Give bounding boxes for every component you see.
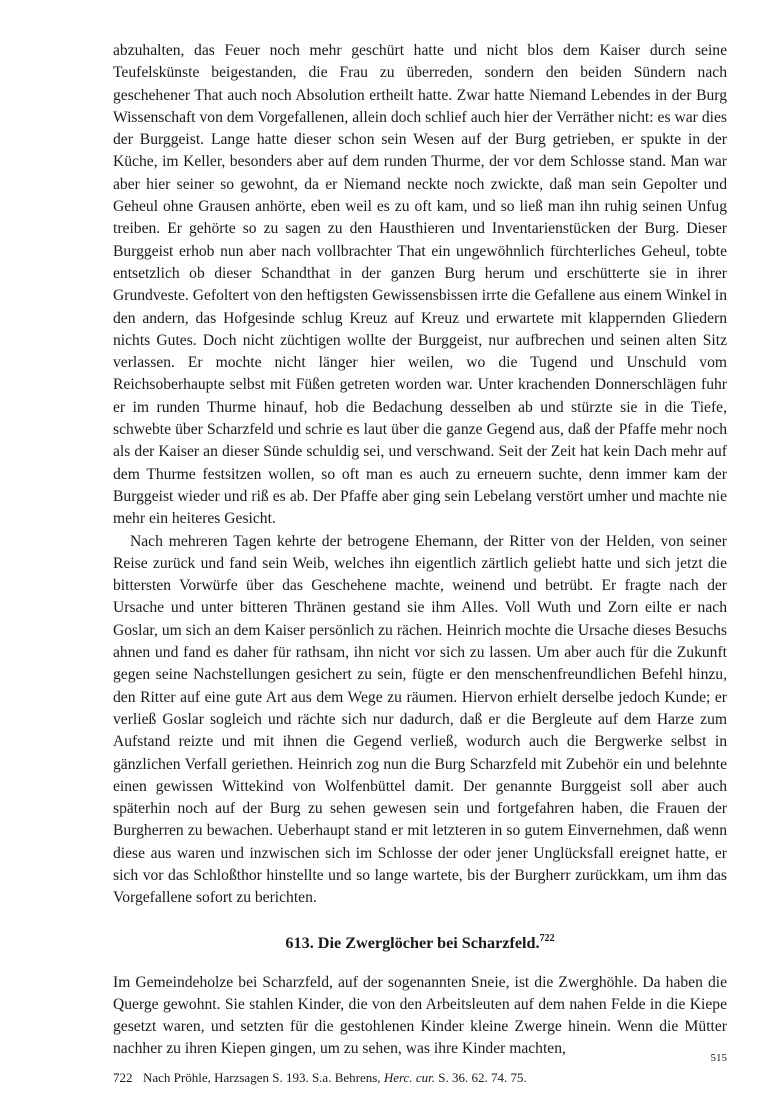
page-number: 515	[710, 1052, 727, 1064]
paragraph-continuation: abzuhalten, das Feuer noch mehr geschürt hatte und nicht blos dem Kaiser durch seine Teufelskünste beigestanden, die Frau zu überreden, sondern den beiden Sündern nach geschehener That auch noch Absolution ertheilt hatte. Zwar hatte Niemand Lebendes in der Burg Wissenschaft von dem Vorgefallenen, allein doch schlief auch hier der Verräther nicht: es war dies der Burggeist. Lange hatte dieser schon sein Wesen auf der Burg getrieben, er spukte in der Küche, im Keller, besonders aber auf dem runden Thurme, der vor dem Schlosse stand. Man war aber hier seiner so gewohnt, da er Niemand neckte noch zwickte, daß man sein Gepolter und Geheul ohne Grausen anhörte, eben weil es zu oft kam, und so ließ man ihn ruhig seinen Unfug treiben. Er gehörte so zu sagen zu den Hausthieren und Inventarienstücken der Burg. Dieser Burggeist erhob nun aber nach vollbrachter That ein ungewöhnlich fürchterliches Geheul, tobte entsetzlich ob dieser Schandthat in der ganzen Burg herum und erschütterte sie in ihrer Grundveste. Gefoltert von den heftigsten Gewissensbissen irrte die Gefallene aus einem Winkel in den andern, das Hofgesinde schlug Kreuz auf Kreuz und erwartete mit klappernden Gliedern nichts Gutes. Doch nicht züchtigen wollte der Burggeist, nur aufbrechen und seinen alten Sitz verlassen. Er mochte nicht länger hier weilen, wo die Tugend und Unschuld vom Reichsoberhaupte selbst mit Füßen getreten worden war. Unter krachenden Donnerschlägen fuhr er im runden Thurme hinauf, hob die Bedachung desselben ab und stürzte sie in die Tiefe, schwebte über Scharzfeld und schrie es laut über die ganze Gegend aus, daß der Pfaffe mehr noch als der Kaiser an dieser Sünde schuldig sei, und verschwand. Seit der Zeit hat kein Dach mehr auf dem Thurme festsitzen wollen, so oft man es auch zu erneuern suchte, denn immer kam der Burggeist wieder und riß es ab. Der Pfaffe aber ging sein Lebelang verstört umher und machte nie mehr ein heiteres Gesicht.	[113, 42, 727, 528]
footnote-reference: 722	[539, 932, 555, 944]
footnote-text-after: S. 36. 62. 74. 75.	[434, 1069, 527, 1085]
section-title: 613. Die Zwerglöcher bei Scharzfeld.	[285, 933, 540, 952]
paragraph-zwerghoehle: Im Gemeindeholze bei Scharzfeld, auf der sogenannten Sneie, ist die Zwerghöhle. Da haben die Querge gewohnt. Sie stahlen Kinder, die von den Arbeitsleuten auf dem nahen Felde in die Kiepe gesetzt waren, und setzten für die gestohlenen Kinder kleine Zwerge hinein. Wenn die Mütter nachher zu ihren Kiepen gingen, um zu sehen, was ihre Kinder machten,	[113, 973, 727, 1058]
section-heading	[113, 932, 727, 954]
footnote-italic-title: Herc. cur.	[383, 1069, 435, 1085]
footnote-text-before: Nach Pröhle, Harzsagen S. 193. S.a. Behrens,	[143, 1069, 384, 1085]
paragraph-knight-return: Nach mehreren Tagen kehrte der betrogene Ehemann, der Ritter von der Helden, von seiner Reise zurück und fand sein Weib, welches ihn eigentlich zärtlich geliebt hatte und sich jetzt die bittersten Vorwürfe über das Geschehene machte, weinend und betrübt. Er fragte nach der Ursache und unter bitteren Thränen gestand sie ihm Alles. Voll Wuth und Zorn eilte er nach Goslar, um sich an dem Kaiser persönlich zu rächen. Heinrich mochte die Ursache dieses Besuchs ahnen und fand es daher für rathsam, ihn nicht vor sich zu lassen. Um aber auch für die Zukunft gegen seine Nachstellungen gesichert zu sein, fügte er den menschenfreundlichen Befehl hinzu, den Ritter auf eine gute Art aus dem Wege zu räumen. Hiervon erhielt derselbe jedoch Kunde; er verließ Goslar sogleich und rächte sich nur dadurch, daß er die Bergleute auf dem Harze zum Aufstand reizte und mit ihnen die Gegend verließ, wodurch auch die Bergwerke selbst in gänzlichen Verfall geriethen. Heinrich zog nun die Burg Scharzfeld mit Zubehör ein und belehnte einen gewissen Wittekind von Wolfenbüttel damit. Der genannte Burggeist soll aber auch späterhin noch auf der Burg zu sehen gewesen sein und fortgefahren haben, die Frauen der Burgherren zu bewachen. Ueberhaupt stand er mit letzteren in so gutem Einvernehmen, daß wenn diese aus waren und inzwischen sich im Schlosse der oder jener Unglücksfall ereignet hatte, er sich vor das Schloßthor hinstellte und so lange wartete, bis der Burgherr zurückkam, um ihm das Vorgefallene sofort zu berichten.	[113, 532, 727, 907]
page-body	[113, 40, 727, 1087]
footnote-number: 722	[113, 1069, 133, 1085]
footnote	[113, 1069, 727, 1087]
